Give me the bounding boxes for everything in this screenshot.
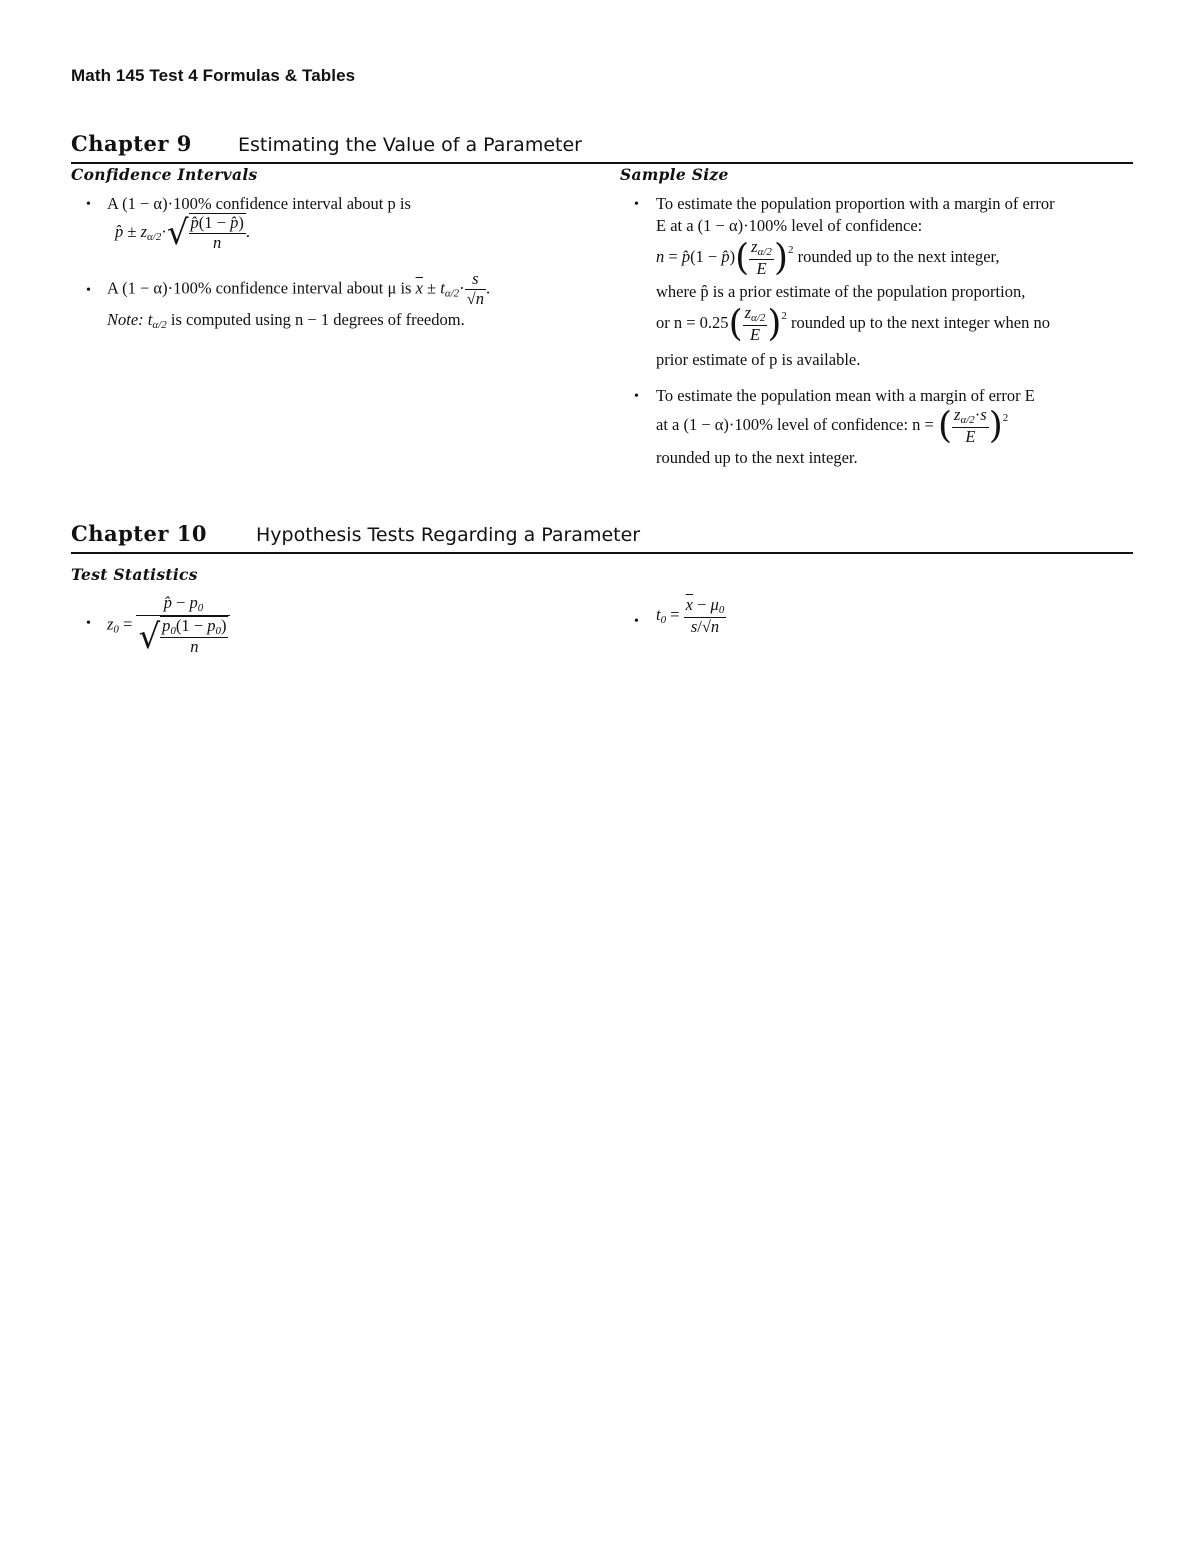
ss-proportion-formula: n = p̂(1 − p̂)( $\frac{z_{\alpha/2}}{E}$ )$^2$ rounded up to the next integer,	[656, 237, 1000, 279]
chapter-9-number: Chapter 9	[71, 131, 192, 156]
z-test-statistic-formula: $z_0$ = p̂ − $p_0$ √ $\frac{p_0(1 - p_0)}{n}$	[107, 594, 230, 657]
ss-bullet-2-line-2: at a (1 − α)·100% level of confidence: n =	[656, 415, 934, 435]
chapter-9-title: Estimating the Value of a Parameter	[238, 134, 582, 156]
ci-bullet-2-label: A (1 − α)·100% confidence interval about μ is	[107, 278, 412, 298]
bullet: •	[634, 614, 639, 629]
sample-size-heading: Sample Size	[620, 165, 729, 184]
chapter-10-title: Hypothesis Tests Regarding a Parameter	[256, 524, 641, 546]
confidence-intervals-heading: Confidence Intervals	[71, 165, 258, 184]
bullet: •	[634, 197, 639, 212]
bullet: •	[86, 283, 91, 298]
ss-bullet-1-line-1: To estimate the population proportion with a margin of error	[656, 194, 1055, 213]
ss-bullet-2-line-3: rounded up to the next integer.	[656, 448, 858, 467]
chapter-10-number: Chapter 10	[71, 521, 207, 546]
ci-note: Note: $t_{\alpha/2}$ is computed using n − 1 degrees of freedom.	[107, 310, 465, 331]
ci-bullet-1-text: A (1 − α)·100% confidence interval about p is	[107, 194, 411, 213]
ss-proportion-default-formula: or n = 0.25( $\frac{z_{\alpha/2}}{E}$ )$^2$ rounded up to the next integer when no	[656, 303, 1050, 345]
ss-mean-formula: at a (1 − α)·100% level of confidence: n = ( $\frac{z_{\alpha/2}\cdot s}{E}$ )$^2$	[656, 405, 1009, 447]
ss-bullet-1-where: where p̂ is a prior estimate of the population proportion,	[656, 282, 1026, 301]
document-title: Math 145 Test 4 Formulas & Tables	[71, 66, 356, 85]
ss-bullet-2-line-1: To estimate the population mean with a margin of error E	[656, 386, 1035, 405]
bullet: •	[86, 197, 91, 212]
chapter-9-header	[71, 124, 1133, 164]
note-label: Note:	[107, 310, 144, 329]
ss-or-text: or n = 0.25	[656, 313, 729, 333]
chapter-10-header	[71, 514, 1133, 554]
bullet: •	[86, 616, 91, 631]
note-text: is computed using n − 1 degrees of freedom.	[170, 310, 465, 329]
ss-rounded-text-2: rounded up to the next integer when no	[791, 313, 1050, 333]
ss-rounded-text: rounded up to the next integer,	[797, 247, 1000, 267]
t-test-statistic-formula: $t_0$ = $\frac{\overline{x} - \mu_0}{s/√n}$	[656, 595, 725, 636]
ss-bullet-1-line-2: E at a (1 − α)·100% level of confidence:	[656, 216, 923, 235]
ci-proportion-formula: p̂ ± $z_{\alpha/2}\cdot√$ $\frac{p̂(1 - p̂)}{n}$ .	[115, 212, 250, 253]
bullet: •	[634, 389, 639, 404]
ss-bullet-1-prior: prior estimate of p is available.	[656, 350, 861, 369]
test-statistics-heading: Test Statistics	[71, 565, 198, 584]
ci-bullet-2-text: A (1 − α)·100% confidence interval about μ is $\overline{x} \pm t_{\alpha/2}\cdot$ $\frac{s}{√n}$ .	[107, 269, 491, 308]
